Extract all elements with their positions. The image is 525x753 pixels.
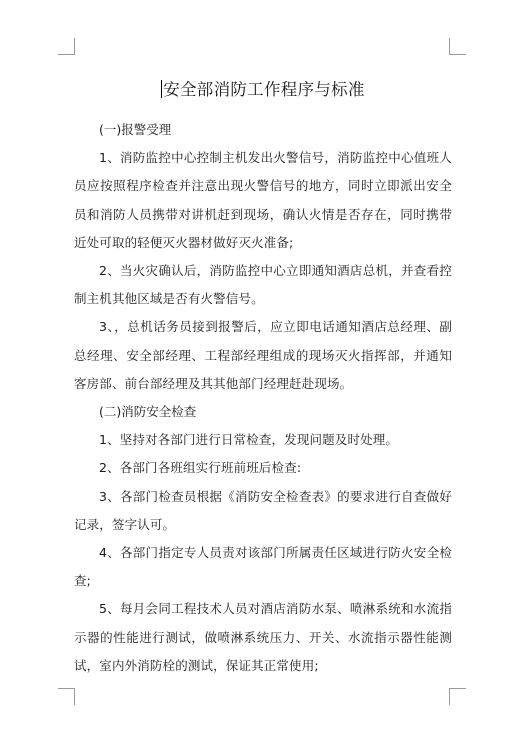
paragraph: 3、各部门检查员根据《消防安全检查表》的要求进行自查做好记录，签字认可。 — [74, 488, 452, 532]
document-title — [74, 78, 452, 102]
paragraph: 4、各部门指定专人员责对该部门所属责任区域进行防火安全检查; — [74, 545, 452, 589]
section-heading: (二)消防安全检查 — [99, 404, 197, 420]
crop-mark-top-left — [58, 38, 75, 55]
crop-mark-top-right — [449, 38, 466, 55]
document-title-text: 安全部消防工作程序与标准 — [163, 80, 365, 99]
paragraph: 1、坚持对各部门进行日常检查，发现问题及时处理。 — [99, 432, 399, 448]
paragraph: 2、当火灾确认后，消防监控中心立即通知酒店总机，并查看控制主机其他区域是否有火警信号。 — [74, 263, 452, 307]
document-body[interactable] — [74, 78, 452, 680]
paragraph: 2、各部门各班组实行班前班后检查: — [99, 460, 302, 476]
crop-mark-bottom-right — [449, 688, 466, 705]
section-heading: (一)报警受理 — [99, 122, 172, 137]
paragraph: 5、每月会同工程技术人员对酒店消防水泵、喷淋系统和水流指示器的性能进行测试，做喷淋系统压力、开关、水流指示器性能测试，室内外消防栓的测试，保证其正常使用; — [74, 601, 452, 673]
paragraph: 3、，总机话务员接到报警后，应立即电话通知酒店总经理、副总经理、安全部经理、工程部经理组成的现场灭火指挥部，并通知客房部、前台部经理及其其他部门经理赶赴现场。 — [74, 319, 452, 391]
paragraph: 1、消防监控中心控制主机发出火警信号，消防监控中心值班人员应按照程序检查并注意出现火警信号的地方，同时立即派出安全员和消防人员携带对讲机赶到现场，确认火情是否存在，同时携带近处可取的轻便灭火器材做好灭火准备; — [74, 150, 452, 250]
crop-mark-bottom-left — [58, 688, 75, 705]
